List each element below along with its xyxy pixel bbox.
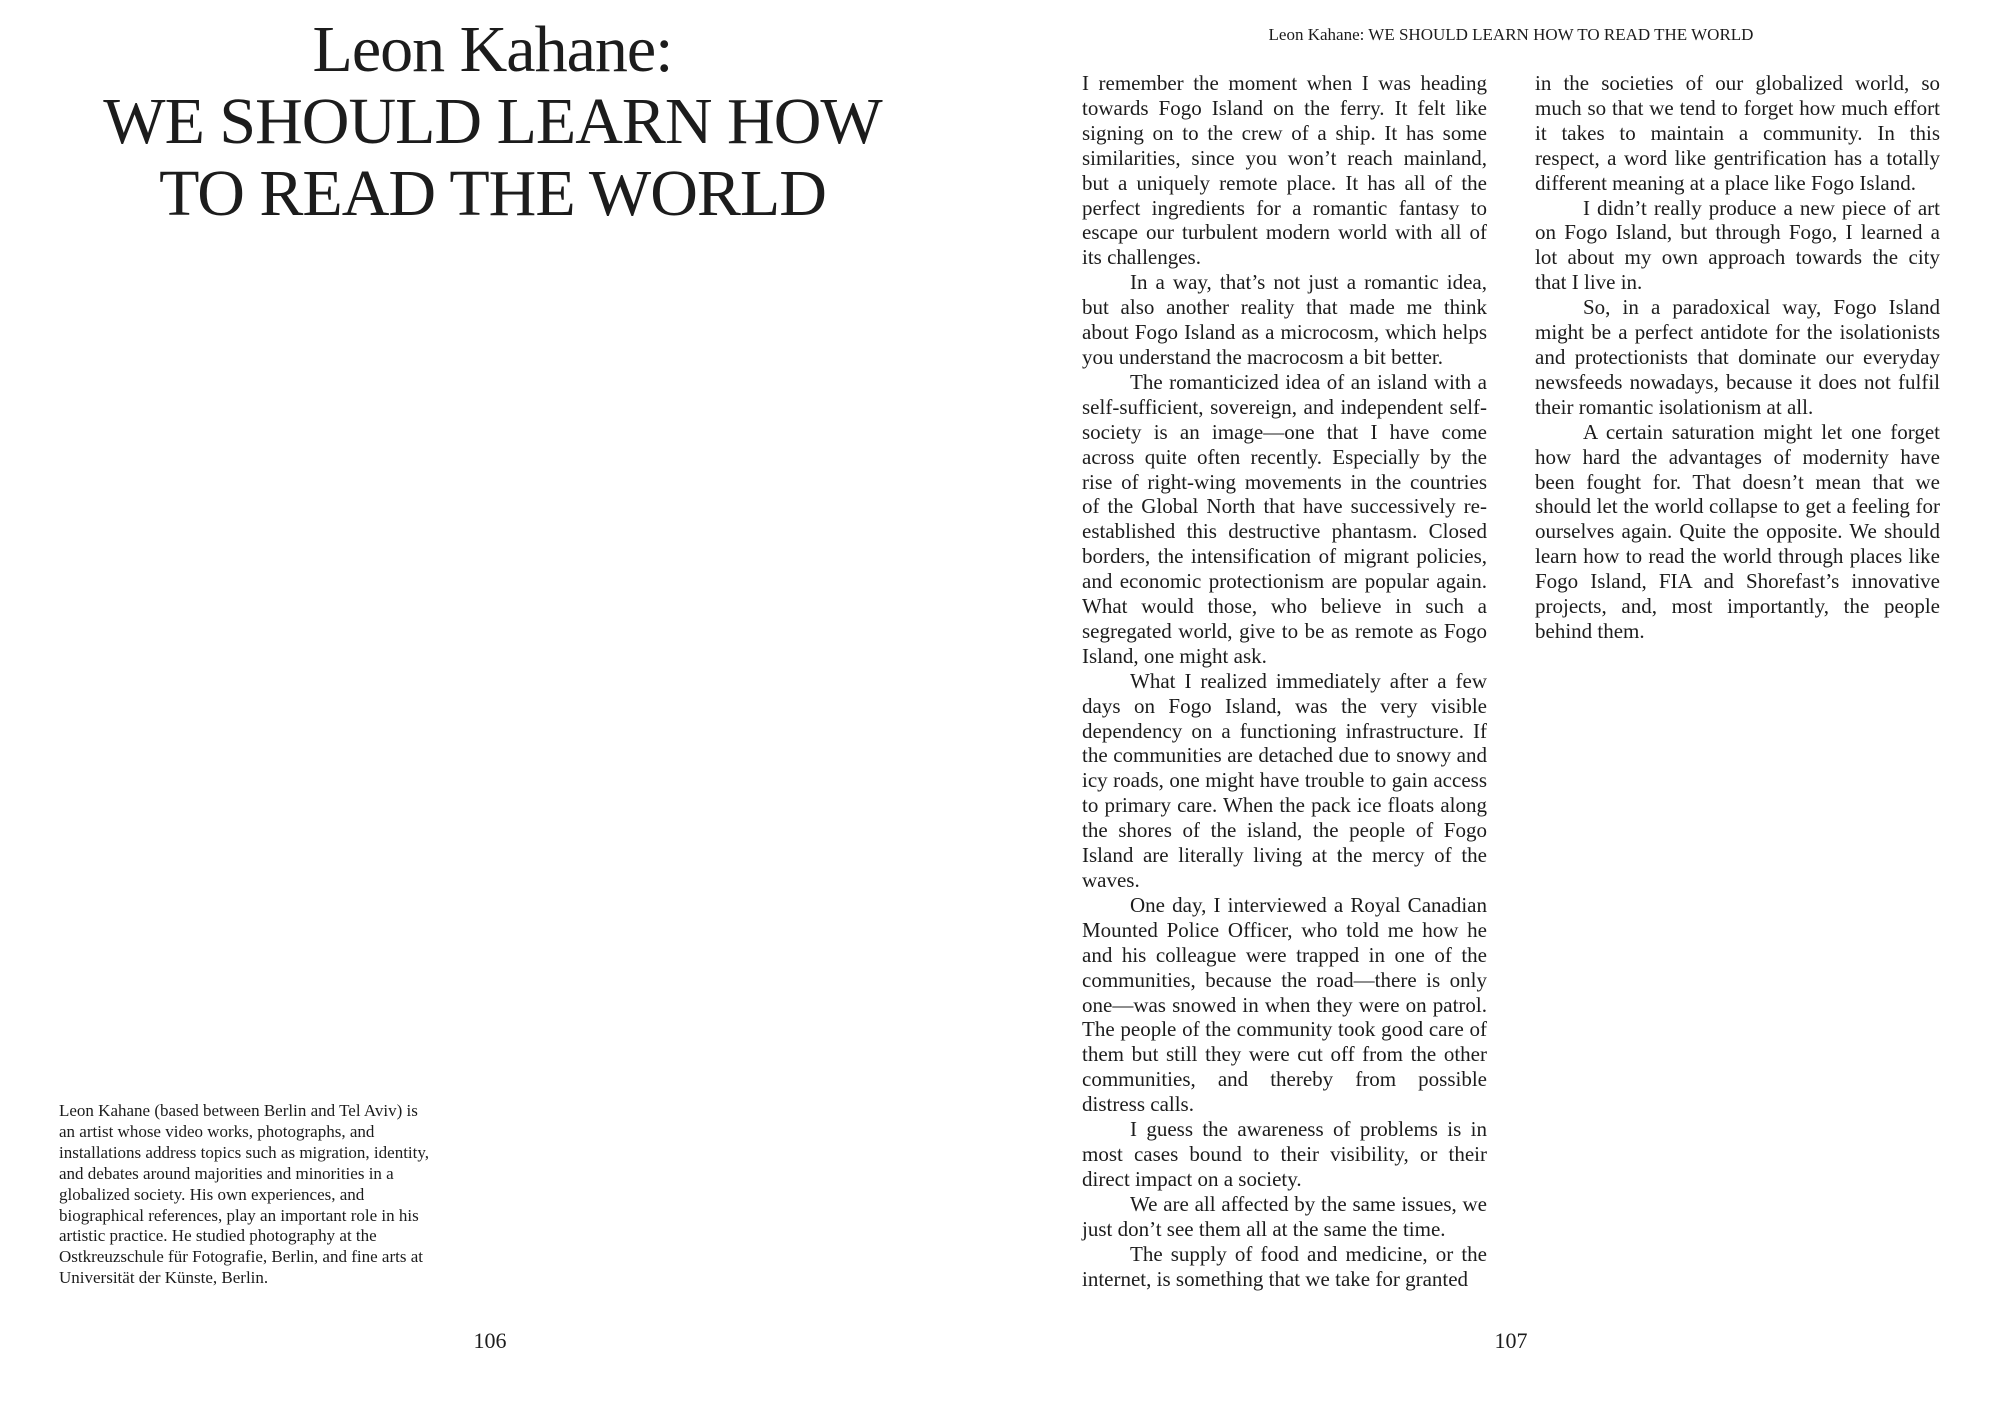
paragraph: The supply of food and medicine, or the internet, is something that we take for granted [1082,1241,1487,1291]
article-title [0,14,985,230]
page-number-left: 106 [473,1328,507,1353]
paragraph: So, in a paradoxical way, Fogo Island might be a perfect antidote for the isolationists and protectionists that dominate our everyday newsfeeds nowadays, because it does not fulfil their romantic isolationism at all. [1535,295,1940,419]
running-header: Leon Kahane: WE SHOULD LEARN HOW TO READ THE WORLD [1268,25,1754,44]
text-column-2 [1535,71,1940,1291]
title-line-1: Leon Kahane: [312,13,673,86]
paragraph: In a way, that’s not just a romantic idea, but also another reality that made me think about Fogo Island as a microcosm, which helps you understand the macrocosm a bit better. [1082,270,1487,369]
body-text [1082,71,1940,1291]
title-line-3: TO READ THE WORLD [159,157,826,230]
paragraph: in the societies of our globalized world, so much so that we tend to forget how much effort it takes to maintain a community. In this respect, a word like gentrification has a totally different meaning at a place like Fogo Island. [1535,71,1940,195]
paragraph: A certain saturation might let one forget how hard the advantages of modernity have been fought for. That doesn’t mean that we should let the world collapse to get a feeling for ourselves again. Quite the opposite. We should learn how to read the world through places like Fogo Island, FIA and Shorefast’s innovative projects, and, most importantly, the people behind them. [1535,419,1940,643]
paragraph: I remember the moment when I was heading towards Fogo Island on the ferry. It felt like signing on to the crew of a ship. It has some similarities, since you won’t reach mainland, but a uniquely remote place. It has all of the perfect ingredients for a romantic fantasy to escape our turbulent modern world with all of its challenges. [1082,71,1487,270]
text-column-1 [1082,71,1487,1291]
paragraph: I guess the awareness of problems is in most cases bound to their visibility, or their direct impact on a society. [1082,1117,1487,1191]
paragraph: One day, I interviewed a Royal Canadian Mounted Police Officer, who told me how he and his colleague were trapped in one of the communities, because the road—there is only one—was snowed in when they were on patrol. The people of the community took good care of them but still they were cut off from the other communities, and thereby from possible distress calls. [1082,892,1487,1117]
paragraph: The romanticized idea of an island with a self-sufficient, sovereign, and independent self-society is an image—one that I have come across quite often recently. Especially by the rise of right-wing movements in the countries of the Global North that have successively re-established this destructive phantasm. Closed borders, the intensification of migrant policies, and economic protectionism are popular again. What would those, who believe in such a segregated world, give to be as remote as Fogo Island, one might ask. [1082,369,1487,668]
paragraph: What I realized immediately after a few days on Fogo Island, was the very visible dependency on a functioning infrastructure. If the communities are detached due to snowy and icy roads, one might have trouble to gain access to primary care. When the pack ice floats along the shores of the island, the people of Fogo Island are literally living at the mercy of the waves. [1082,668,1487,892]
paragraph: We are all affected by the same issues, we just don’t see them all at the same the time. [1082,1191,1487,1241]
title-line-2: WE SHOULD LEARN HOW [103,85,882,158]
artist-bio: Leon Kahane (based between Berlin and Tel Aviv) is an artist whose video works, photographs, and installations address topics such as migration, identity, and debates around majorities and minorities in a globalized society. His own experiences, and biographical references, play an important role in his artistic practice. He studied photography at the Ostkreuzschule für Fotografie, Berlin, and fine arts at Universität der Künste, Berlin. [59,1101,430,1288]
paragraph: I didn’t really produce a new piece of art on Fogo Island, but through Fogo, I learned a lot about my own approach towards the city that I live in. [1535,195,1940,295]
page-number-right: 107 [1494,1328,1528,1353]
